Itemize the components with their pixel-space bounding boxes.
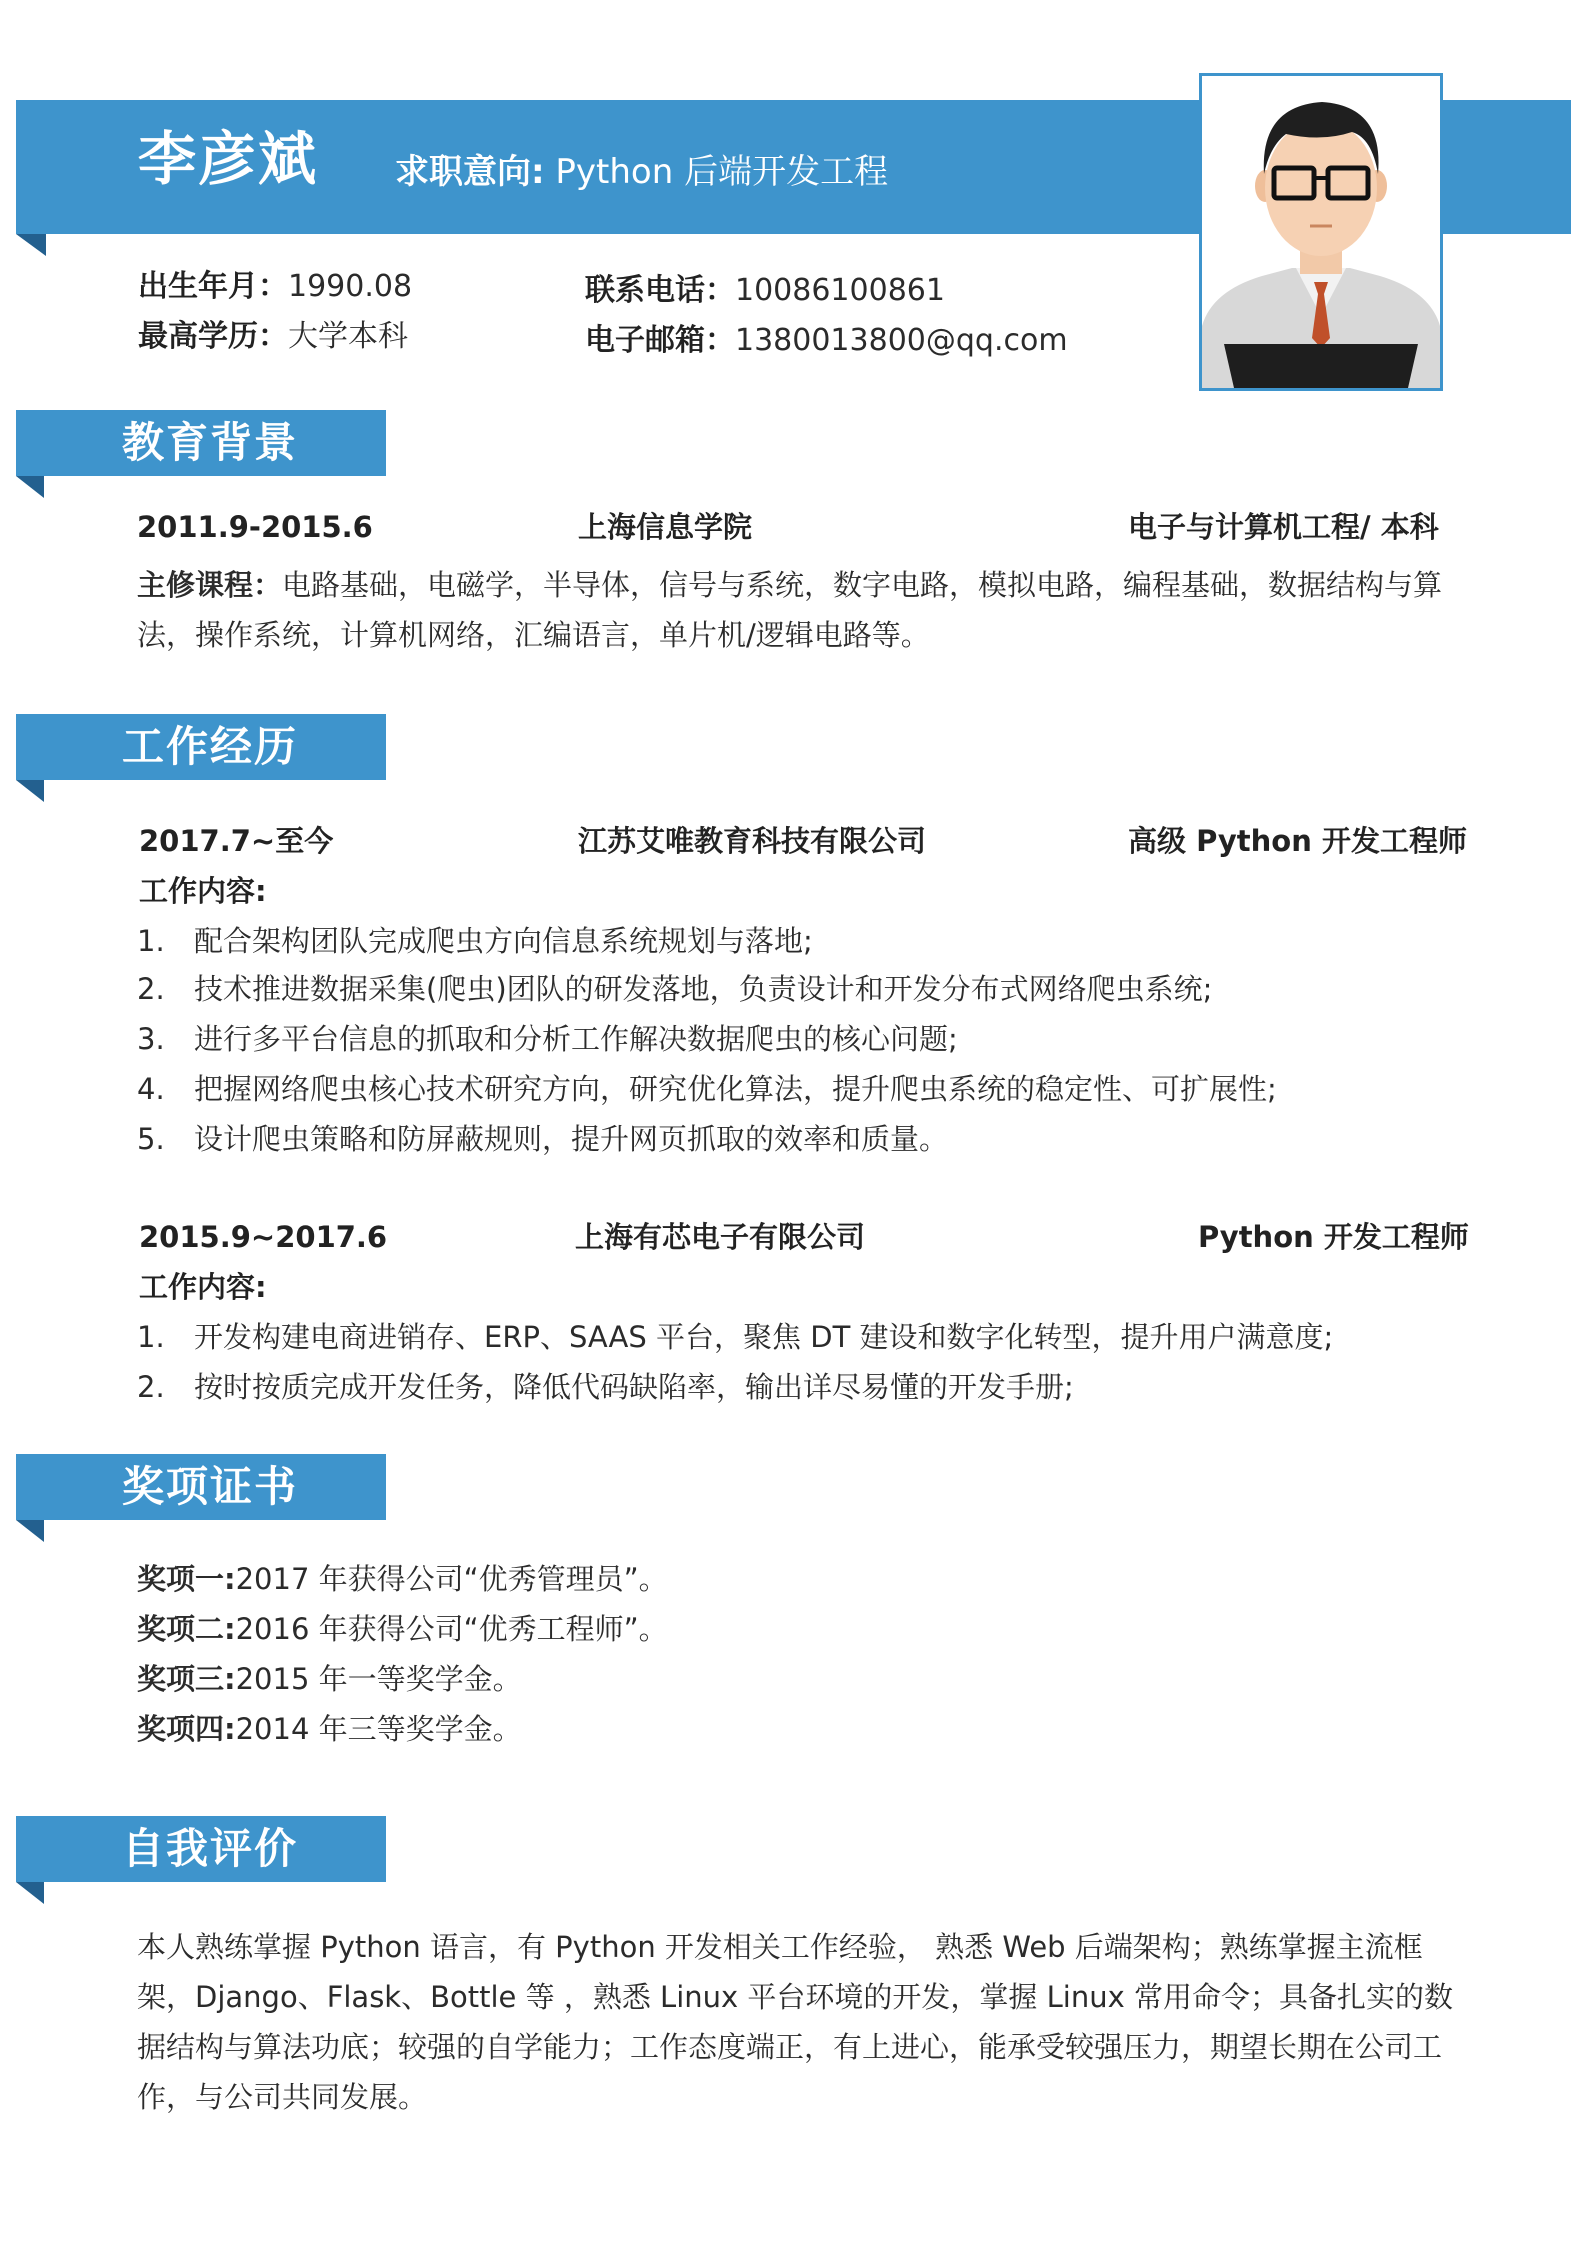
list-item xyxy=(137,1370,1074,1405)
job-objective xyxy=(395,152,888,193)
section-title-work: 工作经历 xyxy=(122,722,299,771)
award-item xyxy=(137,1662,522,1697)
avatar-illustration xyxy=(1202,76,1440,388)
list-number: 1. xyxy=(137,924,165,958)
section-fold-decoration xyxy=(16,1882,44,1904)
award-label: 奖项二: xyxy=(137,1612,236,1646)
job-title: 高级 Python 开发工程师 xyxy=(1128,824,1467,858)
list-number: 2. xyxy=(137,972,165,1006)
section-fold-decoration xyxy=(16,476,44,498)
list-text: 按时按质完成开发任务，降低代码缺陷率，输出详尽易懂的开发手册; xyxy=(194,1370,1074,1404)
section-fold-decoration xyxy=(16,1520,44,1542)
header-fold-decoration xyxy=(16,234,46,256)
section-title-awards: 奖项证书 xyxy=(122,1462,299,1511)
email-label: 电子邮箱： xyxy=(585,323,735,358)
education-level-label: 最高学历： xyxy=(138,319,288,354)
list-text: 设计爬虫策略和防屏蔽规则，提升网页抓取的效率和质量。 xyxy=(194,1122,949,1156)
section-title-self-evaluation: 自我评价 xyxy=(122,1824,299,1873)
phone-label: 联系电话： xyxy=(585,273,735,308)
job-period: 2015.9~2017.6 xyxy=(139,1220,388,1254)
section-title-education: 教育背景 xyxy=(122,418,299,467)
list-item xyxy=(137,972,1212,1007)
education-school: 上海信息学院 xyxy=(578,510,753,544)
job-company: 江苏艾唯教育科技有限公司 xyxy=(578,824,927,858)
award-label: 奖项三: xyxy=(137,1662,236,1696)
profile-photo xyxy=(1199,73,1443,391)
list-number: 2. xyxy=(137,1370,165,1404)
self-evaluation-text: 本人熟练掌握 Python 语言，有 Python 开发相关工作经验， 熟悉 Web 后端架构；熟练掌握主流框架，Django、Flask、Bottle 等 ，熟悉 Linux 平台环境的开发，掌握 Linux 常用命令；具备扎实的数据结构与算法功底；较强的自学能力；工作态度端正，有上进心，能承受较强压力，期望长期在公司工作，与公司共同发展。 xyxy=(137,1930,1453,2114)
list-item xyxy=(137,1122,948,1157)
objective-value: Python 后端开发工程 xyxy=(544,152,889,192)
list-item xyxy=(137,1072,1277,1107)
birth-value: 1990.08 xyxy=(288,269,413,304)
email-value: 1380013800@qq.com xyxy=(735,323,1068,358)
award-item xyxy=(137,1562,668,1597)
award-text: 2015 年一等奖学金。 xyxy=(235,1662,522,1696)
job-period: 2017.7~至今 xyxy=(139,824,334,858)
list-text: 技术推进数据采集(爬虫)团队的研发落地，负责设计和开发分布式网络爬虫系统; xyxy=(194,972,1213,1006)
job-title: Python 开发工程师 xyxy=(1198,1220,1469,1254)
education-level-value: 大学本科 xyxy=(288,319,408,354)
info-birth xyxy=(138,269,413,304)
education-courses xyxy=(137,560,1457,660)
list-text: 配合架构团队完成爬虫方向信息系统规划与落地; xyxy=(194,924,813,958)
list-number: 5. xyxy=(137,1122,165,1156)
list-number: 3. xyxy=(137,1022,165,1056)
award-label: 奖项一: xyxy=(137,1562,236,1596)
courses-text: 电路基础，电磁学，半导体，信号与系统，数字电路，模拟电路，编程基础，数据结构与算法，操作系统，计算机网络，汇编语言，单片机/逻辑电路等。 xyxy=(137,568,1443,652)
education-period: 2011.9-2015.6 xyxy=(137,510,373,544)
award-text: 2014 年三等奖学金。 xyxy=(235,1712,522,1746)
education-major: 电子与计算机工程/ 本科 xyxy=(1128,510,1439,544)
list-item xyxy=(137,1320,1333,1355)
info-education xyxy=(138,319,408,354)
list-number: 1. xyxy=(137,1320,165,1354)
job-content-label: 工作内容: xyxy=(139,874,267,908)
birth-label: 出生年月： xyxy=(138,269,288,304)
courses-label: 主修课程： xyxy=(137,568,283,602)
award-text: 2016 年获得公司“优秀工程师”。 xyxy=(235,1612,668,1646)
award-item xyxy=(137,1712,522,1747)
list-text: 开发构建电商进销存、ERP、SAAS 平台，聚焦 DT 建设和数字化转型，提升用户满意度; xyxy=(194,1320,1334,1354)
info-email xyxy=(585,323,1068,358)
phone-value: 10086100861 xyxy=(735,273,945,308)
list-item xyxy=(137,924,813,959)
list-item xyxy=(137,1022,958,1057)
award-text: 2017 年获得公司“优秀管理员”。 xyxy=(235,1562,668,1596)
objective-label: 求职意向: xyxy=(395,152,545,192)
info-phone xyxy=(585,273,945,308)
award-label: 奖项四: xyxy=(137,1712,236,1746)
candidate-name: 李彦斌 xyxy=(138,125,319,193)
list-text: 进行多平台信息的抓取和分析工作解决数据爬虫的核心问题; xyxy=(194,1022,958,1056)
job-content-label: 工作内容: xyxy=(139,1270,267,1304)
list-text: 把握网络爬虫核心技术研究方向，研究优化算法，提升爬虫系统的稳定性、可扩展性; xyxy=(194,1072,1277,1106)
list-number: 4. xyxy=(137,1072,165,1106)
job-company: 上海有芯电子有限公司 xyxy=(575,1220,866,1254)
award-item xyxy=(137,1612,668,1647)
section-fold-decoration xyxy=(16,780,44,802)
